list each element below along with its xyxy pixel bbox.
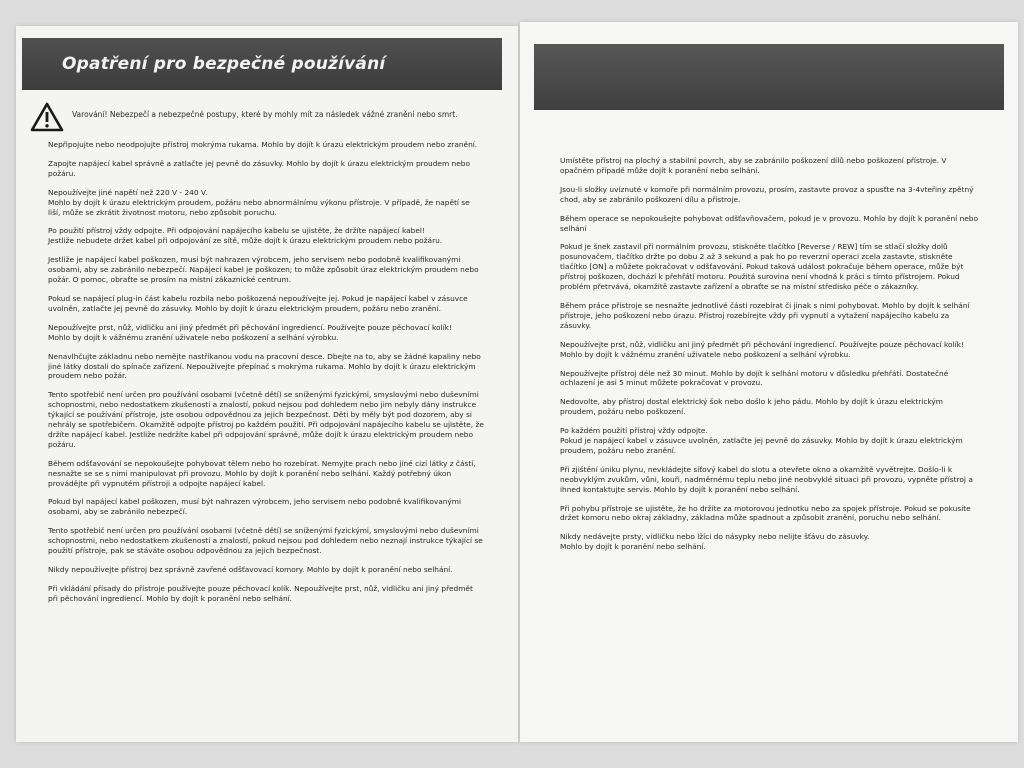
paragraph-text: Nepoužívejte prst, nůž, vidličku ani jiný předmět při pěchování ingrediencí. Používejte pouze pěchovací kolík! Mohlo by dojít k vážnému zranění uživatele nebo poškození a selhání výrobku. (560, 339, 964, 359)
paragraph (48, 497, 484, 517)
paragraph (48, 226, 484, 246)
paragraph-text: Během operace se nepokoušejte pohybovat odšťavňovačem, pokud je v provozu. Mohlo by dojít k poranění nebo selhání (560, 213, 979, 233)
paragraph-text: Mohlo by dojít k vážnému zranění uživatele nebo poškození a selhání výrobku. (48, 332, 339, 342)
paragraph-text: Nenavlhčujte základnu nebo nemějte nastříkanou vodu na pracovní desce. Dbejte na to, aby se žádné kapaliny nebo jiné látky dostali do spínače zařízení. Nepoužívejte přepínač s mokrýma rukama. Mohlo by dojít k úrazu elektrickým proudem nebo požár. (48, 351, 481, 381)
paragraph (560, 214, 980, 234)
paragraph (48, 584, 484, 604)
right-banner (534, 44, 1004, 110)
right-paragraph-list (560, 156, 980, 561)
paragraph-text: Nikdy nepoužívejte přístroj bez správně zavřené odšťavovací komory. Mohlo by dojít k poranění nebo selhání. (48, 565, 453, 574)
paragraph-text: Tento spotřebič není určen pro používání osobami (včetně dětí) se sníženými fyzickými, smyslovými nebo duševními schopnostmi, nebo nedostatkem zkušeností a znalostí, pokud nejsou pod dohledem nebo jim nebyly dány instrukce týkající se používání přístroje, jste osobou odpovědnou za jejich bezpečnost. Děti by měly být pod dozorem, aby si nehrály se spotřebičem. Okamžitě odpojte přístroj po každém použití. Při odpojování napájecího kabelu se ujistěte, že držíte napájecí kabel. Jestliže nedržíte kabel při odpojování správně, může dojít k úrazu elektrickým proudem nebo požáru. (48, 390, 484, 449)
paragraph-text: Mohlo by dojít k úrazu elektrickým proudem, požáru nebo abnormálnímu výkonu přístroje. V případě, že napětí se liší, může se zkrátit životnost motoru, nebo způsobit poruchu. (48, 197, 470, 217)
paragraph-text: Nepoužívejte přístroj déle než 30 minut. Mohlo by dojít k selhání motoru v důsledku přehřátí. Dostatečné ochlazení je asi 5 minut můžete pokračovat v provozu. (560, 368, 949, 388)
paragraph-text: Nepřipojujte nebo neodpojujte přístroj mokrýma rukama. Mohlo by dojít k úrazu elektrickým proudem nebo zranění. (48, 140, 478, 149)
paragraph-text: Po použití přístroj vždy odpojte. Při odpojování napájecího kabelu se ujistěte, že držíte napájecí kabel! (48, 226, 425, 236)
paragraph-text: Při zjištění úniku plynu, nevkládejte síťový kabel do slotu a otevřete okno a okamžitě vyvětrejte. Došlo-li k neobvyklým zvukům, vůni, kouři, nadměrnému teplu nebo jiné neobvyklé situaci při provozu, vypněte přístroj a ihned kontaktujte servis. Mohlo by dojít k poranění nebo selhání. (560, 464, 973, 494)
paragraph-text: Nepoužívejte prst, nůž, vidličku ani jiný předmět při pěchování ingrediencí. Používejte pouze pěchovací kolík! (48, 322, 452, 332)
paragraph (560, 532, 980, 552)
paragraph (560, 504, 980, 524)
right-page (520, 22, 1018, 742)
paragraph-text: Tento spotřebič není určen pro používání osobami (včetně dětí) se sníženými fyzickými, smyslovými nebo duševními schopnostmi, nebo nedostatkem zkušeností a znalostí, pokud nejsou pod dohledem nebo neznají instrukce týkající se použití přístroje, pak se stáváte osobou odpovědnou za jejich bezpečnost. (48, 526, 483, 556)
paragraph (560, 156, 980, 176)
paragraph-text: Nikdy nedávejte prsty, vidličku nebo lžíci do násypky nebo nelijte šťávu do zásuvky. (560, 532, 870, 542)
paragraph (48, 159, 484, 179)
paragraph (560, 465, 980, 495)
paragraph-text: Pokud je šnek zastavil při normálním provozu, stiskněte tlačítko [Reverse / REW] tím se stlačí složky dolů posunovačem, tlačítko držte po dobu 2 až 3 sekund a pak ho po reverzní operaci zcela zastavte, stiskněte tlačítko [ON] a můžete pokračovat v odšťavování. Pokud taková událost pokračuje během operace, může být přístroj poškozen, dochází k přehřátí motoru. Použitá surovina není vhodná k práci s tímto přístrojem. Pokud problém přetrvává, okamžitě zastavte zařízení a obraťte se na místní středisko péče o zákazníky. (560, 242, 964, 292)
paragraph-text: Při vkládání přísady do přístroje používejte pouze pěchovací kolík. Nepoužívejte prst, nůž, vidličku ani jiný předmět při pěchování ingrediencí. Mohlo by dojít k poranění nebo selhání. (48, 583, 473, 603)
paragraph-text: Zapojte napájecí kabel správně a zatlačte jej pevně do zásuvky. Mohlo by dojít k úrazu elektrickým proudem nebo požáru. (48, 158, 470, 178)
paragraph-text: Pokud byl napájecí kabel poškozen, musí být nahrazen výrobcem, jeho servisem nebo podobně kvalifikovanými osobami, aby se zabránilo nebezpečí. (48, 497, 462, 517)
paragraph (560, 185, 980, 205)
paragraph-text: Pokud je napájecí kabel v zásuvce uvolněn, zatlačte jej pevně do zásuvky. Mohlo by dojít k úrazu elektrickým proudem, požáru nebo zranění. (560, 436, 963, 455)
paragraph (560, 340, 980, 360)
title-banner (22, 38, 502, 90)
paragraph-text: Jestliže nebudete držet kabel při odpojování ze sítě, může dojít k úrazu elektrickým proudem nebo požáru. (48, 236, 443, 246)
left-paragraph-list (48, 140, 484, 613)
paragraph (48, 188, 484, 218)
paragraph-text: Během práce přístroje se nesnažte jednotlivé části rozebírat či jinak s nimi pohybovat. Mohlo by dojít k selhání přístroje, jeho poškození nebo úrazu. Přístroj rozebírejte vždy při vypnutí a vytažení napájecího kabelu za zásuvky. (560, 300, 970, 330)
paragraph (560, 242, 980, 292)
paragraph (560, 301, 980, 331)
paragraph (48, 323, 484, 343)
warning-triangle-icon (30, 102, 64, 132)
paragraph (48, 526, 484, 556)
paragraph (560, 397, 980, 417)
paragraph-text: Při pohybu přístroje se ujistěte, že ho držíte za motorovou jednotku nebo za spojek přístroje. Pokud se pokusíte držet komoru nebo okraj základny, základna může spadnout a způsobit zranění, poruchu nebo selhání. (560, 503, 971, 523)
paragraph (48, 352, 484, 382)
paragraph-text: Nepoužívejte jiné napětí než 220 V - 240 V. (48, 187, 208, 197)
left-page (16, 26, 518, 742)
paragraph-text: Pokud se napájecí plug-in část kabelu rozbila nebo poškozená nepoužívejte jej. Pokud je napájecí kabel v zásuvce uvolněn, zatlačte jej pevně do zásuvky. Mohlo by dojít k úrazu elektrickým proudem, požáru nebo zranění. (48, 293, 468, 313)
paragraph-text: Po každém použití přístroj vždy odpojte. (560, 426, 708, 436)
paragraph-text: Během odšťavování se nepokoušejte pohybovat tělem nebo ho rozebírat. Nemyjte prach nebo jiné cizí látky z částí, nesnažte se se s nimi manipulovat při provozu. Mohlo by dojít k poranění nebo selhání. Každý potřebný úkon provádějte při vypnutém přístroji a odpojte napájecí kabel. (48, 458, 476, 488)
paragraph-text: Mohlo by dojít k poranění nebo selhání. (560, 542, 706, 552)
paragraph-text: Jsou-li složky uvíznuté v komoře při normálním provozu, prosím, zastavte provoz a spusťte na 3-4vteřiny zpětný chod, aby se zabránilo poškození dílu a přístroje. (560, 184, 974, 204)
warning-text: Varování! Nebezpečí a nebezpečné postupy, které by mohly mít za následek vážné zranění nebo smrt. (72, 110, 458, 119)
paragraph (48, 390, 484, 449)
paragraph (560, 369, 980, 389)
paragraph-text: Jestliže je napájecí kabel poškozen, musí být nahrazen výrobcem, jeho servisem nebo podobně kvalifikovanými osobami, aby se zabránilo nebezpečí. Napájecí kabel je poškozen; to může způsobit úraz elektrickým proudem nebo požár. O pomoc, obraťte se prosím na místní zákaznické centrum. (48, 255, 479, 285)
paragraph (48, 565, 484, 575)
paragraph (48, 140, 484, 150)
paragraph-text: Nedovolte, aby přístroj dostal elektrický šok nebo došlo k jeho pádu. Mohlo by dojít k úrazu elektrickým proudem, požáru nebo poškození. (560, 397, 943, 417)
paragraph (48, 255, 484, 285)
paragraph (48, 459, 484, 489)
page-title: Opatření pro bezpečné používání (62, 54, 386, 74)
warning-notice (30, 102, 490, 132)
paragraph (48, 294, 484, 314)
paragraph-text: Umístěte přístroj na plochý a stabilní povrch, aby se zabránilo poškození dílů nebo poškození přístroje. V opačném případě může dojít k poranění nebo selhání. (560, 156, 947, 175)
paragraph (560, 426, 980, 456)
